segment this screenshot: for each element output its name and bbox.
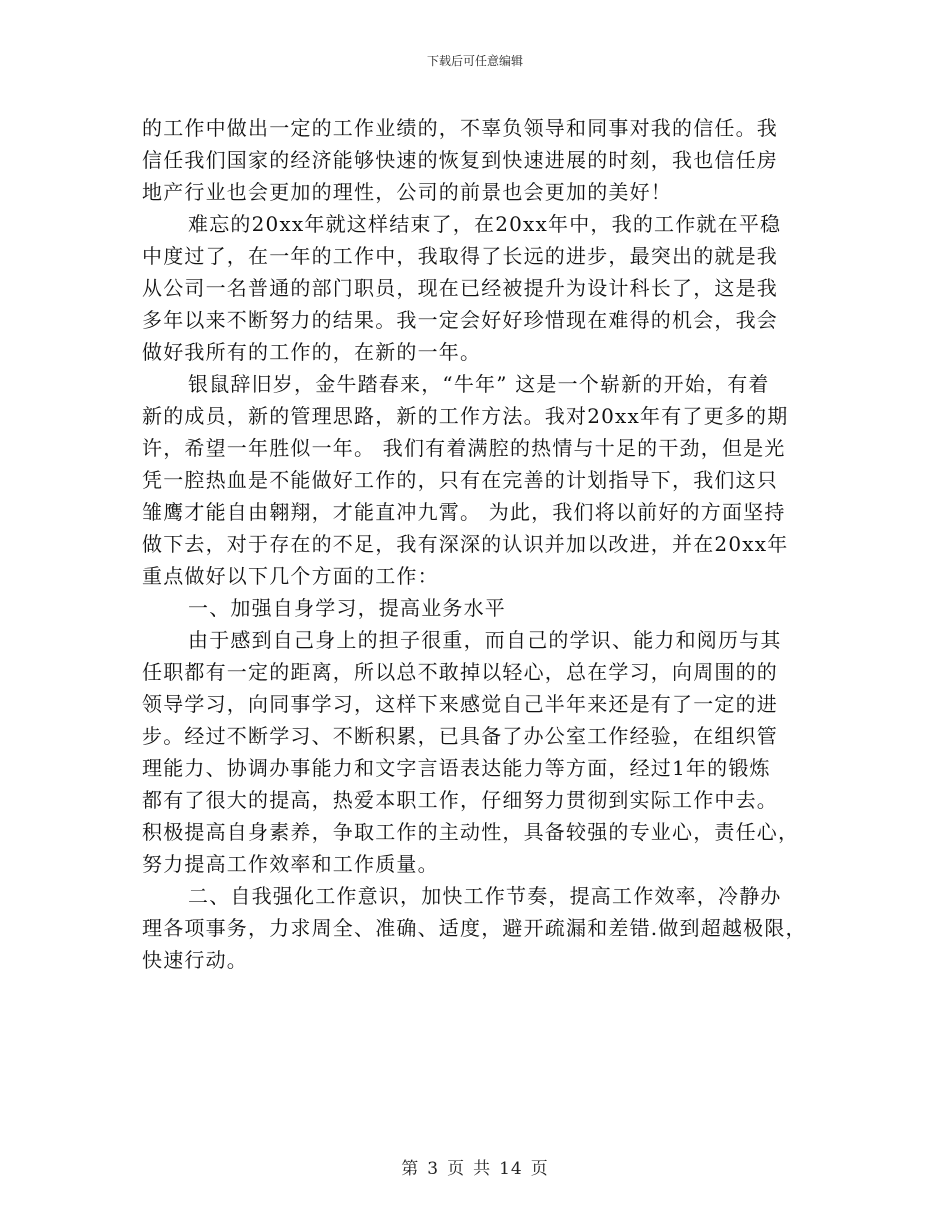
footer-total-pages: 14 <box>499 1159 523 1179</box>
text-line: 银鼠辞旧岁，金牛踏春来，“牛年” 这是一个崭新的开始，有着 <box>188 372 770 396</box>
text-line: 新的成员，新的管理思路，新的工作方法。我对20xx年有了更多的期 <box>142 404 789 428</box>
footer-prefix: 第 <box>401 1159 420 1179</box>
body-text <box>142 112 812 976</box>
text-line: 做下去，对于存在的不足，我有深深的认识并加以改进，并在20xx年 <box>142 532 789 556</box>
text-line: 理能力、协调办事能力和文字言语表达能力等方面，经过1年的锻炼 <box>142 756 771 780</box>
footer-suffix: 页 <box>530 1159 549 1179</box>
text-line: 地产行业也会更加的理性，公司的前景也会更加的美好！ <box>142 180 672 204</box>
text-line: 许，希望一年胜似一年。 我们有着满腔的热情与十足的干劲，但是光 <box>142 436 786 460</box>
footer-page-word: 页 <box>447 1159 466 1179</box>
text-line: 难忘的20xx年就这样结束了，在20xx年中，我的工作就在平稳 <box>188 212 782 236</box>
text-line: 重点做好以下几个方面的工作： <box>142 564 439 588</box>
text-line: 中度过了，在一年的工作中，我取得了长远的进步，最突出的就是我 <box>142 244 778 268</box>
text-line: 领导学习，向同事学习，这样下来感觉自己半年来还是有了一定的进 <box>142 692 778 716</box>
text-line: 多年以来不断努力的结果。我一定会好好珍惜现在难得的机会，我会 <box>142 308 778 332</box>
page-header: 下载后可任意编辑 <box>426 54 523 68</box>
text-line: 二、自我强化工作意识，加快工作节奏，提高工作效率，冷静办 <box>188 884 782 908</box>
text-line: 一、加强自身学习，提高业务水平 <box>188 596 506 620</box>
text-line: 努力提高工作效率和工作质量。 <box>142 852 439 876</box>
text-line: 的工作中做出一定的工作业绩的，不辜负领导和同事对我的信任。我 <box>142 116 778 140</box>
footer-total-word: 共 <box>473 1159 492 1179</box>
text-line: 快速行动。 <box>142 948 248 972</box>
text-line: 雏鹰才能自由翱翔，才能直冲九霄。 为此，我们将以前好的方面坚持 <box>142 500 786 524</box>
text-line: 做好我所有的工作的，在新的一年。 <box>142 340 482 364</box>
text-line: 都有了很大的提高，热爱本职工作，仔细努力贯彻到实际工作中去。 <box>142 788 778 812</box>
page-footer <box>0 1154 950 1179</box>
text-line: 步。经过不断学习、不断积累，已具备了办公室工作经验，在组织管 <box>142 724 778 748</box>
text-line: 从公司一名普通的部门职员，现在已经被提升为设计科长了，这是我 <box>142 276 778 300</box>
text-line: 信任我们国家的经济能够快速的恢复到快速进展的时刻，我也信任房 <box>142 148 778 172</box>
text-line: 由于感到自己身上的担子很重，而自己的学识、能力和阅历与其 <box>188 628 782 652</box>
text-line: 积极提高自身素养，争取工作的主动性，具备较强的专业心，责任心， <box>142 820 800 844</box>
text-line: 理各项事务，力求周全、准确、适度，避开疏漏和差错.做到超越极限， <box>142 916 807 940</box>
text-line: 任职都有一定的距离，所以总不敢掉以轻心，总在学习，向周围的的 <box>142 660 778 684</box>
footer-current-page: 3 <box>427 1159 440 1179</box>
text-line: 凭一腔热血是不能做好工作的，只有在完善的计划指导下，我们这只 <box>142 468 778 492</box>
